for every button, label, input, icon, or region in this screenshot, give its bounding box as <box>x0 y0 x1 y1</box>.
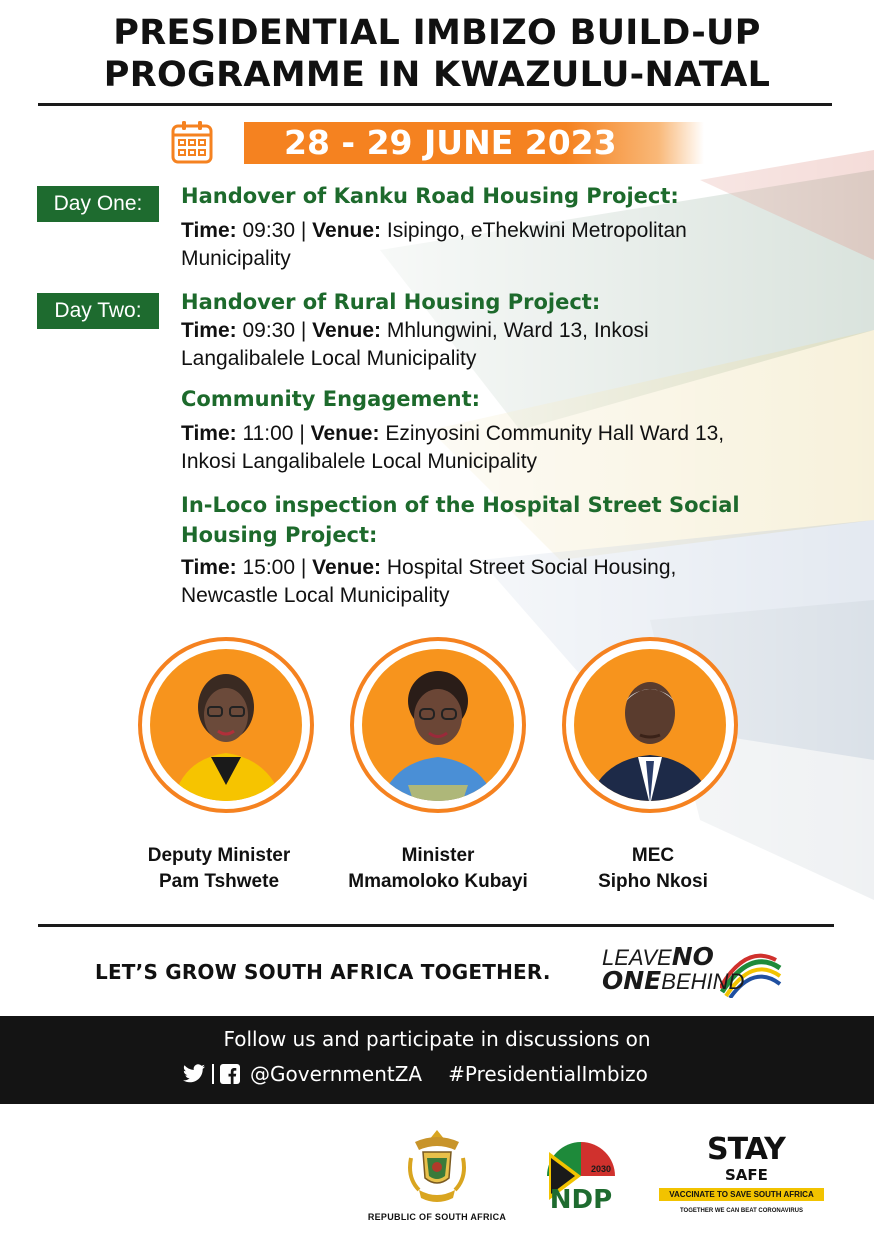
vaccinate-banner: VACCINATE TO SAVE SOUTH AFRICA <box>659 1188 824 1201</box>
official-role: MEC <box>631 845 675 866</box>
event-kanku-road <box>181 181 861 273</box>
official-name: Sipho Nkosi <box>598 871 708 892</box>
event-venue-cont: Municipality <box>181 247 291 270</box>
twitter-icon[interactable] <box>182 1064 206 1084</box>
coat-of-arms-caption: REPUBLIC OF SOUTH AFRICA <box>367 1212 507 1222</box>
official-minister <box>328 843 548 895</box>
page-title <box>0 12 874 96</box>
title-line-1: PRESIDENTIAL IMBIZO BUILD-UP <box>113 13 761 53</box>
event-title-line-2: Housing Project: <box>181 523 378 547</box>
facebook-icon[interactable] <box>220 1064 240 1084</box>
official-mec <box>543 843 763 895</box>
safe-text: SAFE <box>725 1166 768 1184</box>
lnob-line-2: ONEBEHIND <box>602 966 745 995</box>
event-rural-housing <box>181 287 861 373</box>
slogan-divider <box>38 924 834 927</box>
official-role: Deputy Minister <box>147 845 291 866</box>
separator <box>212 1064 214 1084</box>
event-hospital-street <box>181 490 861 610</box>
event-title: Community Engagement: <box>181 387 481 411</box>
social-handles <box>182 1059 648 1089</box>
portrait-deputy-minister <box>136 635 316 815</box>
date-banner <box>244 122 704 164</box>
stay-safe-tagline: TOGETHER WE CAN BEAT CORONAVIRUS <box>679 1208 803 1214</box>
portrait-minister <box>348 635 528 815</box>
day-two-label: Day Two: <box>37 293 159 329</box>
event-venue-cont: Newcastle Local Municipality <box>181 584 450 607</box>
official-name: Pam Tshwete <box>158 871 280 892</box>
stay-safe-logo <box>659 1132 827 1220</box>
day-one-label: Day One: <box>37 186 159 222</box>
event-venue-cont: Inkosi Langalibalele Local Municipality <box>181 450 538 473</box>
calendar-icon <box>171 120 213 164</box>
lnob-line-1: LEAVENO <box>602 942 714 971</box>
ndp-2030-logo <box>541 1140 621 1212</box>
title-divider <box>38 103 832 106</box>
event-title: Handover of Rural Housing Project: <box>181 290 601 314</box>
coat-of-arms-logo <box>405 1128 469 1208</box>
event-details: Time: 11:00 | Venue: Ezinyosini Community Hall Ward 13, <box>181 422 725 445</box>
ndp-text: NDP <box>549 1185 613 1212</box>
event-title: Handover of Kanku Road Housing Project: <box>181 184 679 208</box>
event-title-line-1: In-Loco inspection of the Hospital Street Social <box>181 493 740 517</box>
title-line-2: PROGRAMME IN KWAZULU-NATAL <box>103 55 771 95</box>
slogan: LET’S GROW SOUTH AFRICA TOGETHER. <box>95 960 551 984</box>
event-community-engagement <box>181 384 861 476</box>
event-venue-cont: Langalibalele Local Municipality <box>181 347 477 370</box>
ndp-year: 2030 <box>590 1164 612 1174</box>
event-dates: 28 - 29 JUNE 2023 <box>284 123 617 162</box>
portrait-mec <box>560 635 740 815</box>
hashtag[interactable]: #PresidentialImbizo <box>448 1062 648 1086</box>
event-details: Time: 09:30 | Venue: Isipingo, eThekwini Metropolitan <box>181 219 687 242</box>
event-details: Time: 15:00 | Venue: Hospital Street Social Housing, <box>181 556 677 579</box>
follow-text: Follow us and participate in discussions on <box>223 1027 651 1051</box>
official-role: Minister <box>401 845 475 866</box>
official-name: Mmamoloko Kubayi <box>348 871 528 892</box>
official-deputy-minister <box>109 843 329 895</box>
social-handle[interactable]: @GovernmentZA <box>250 1062 423 1086</box>
stay-text: STAY <box>707 1132 785 1167</box>
leave-no-one-behind-logo <box>602 938 782 1000</box>
social-footer <box>0 1016 874 1104</box>
event-details: Time: 09:30 | Venue: Mhlungwini, Ward 13, Inkosi <box>181 319 649 342</box>
